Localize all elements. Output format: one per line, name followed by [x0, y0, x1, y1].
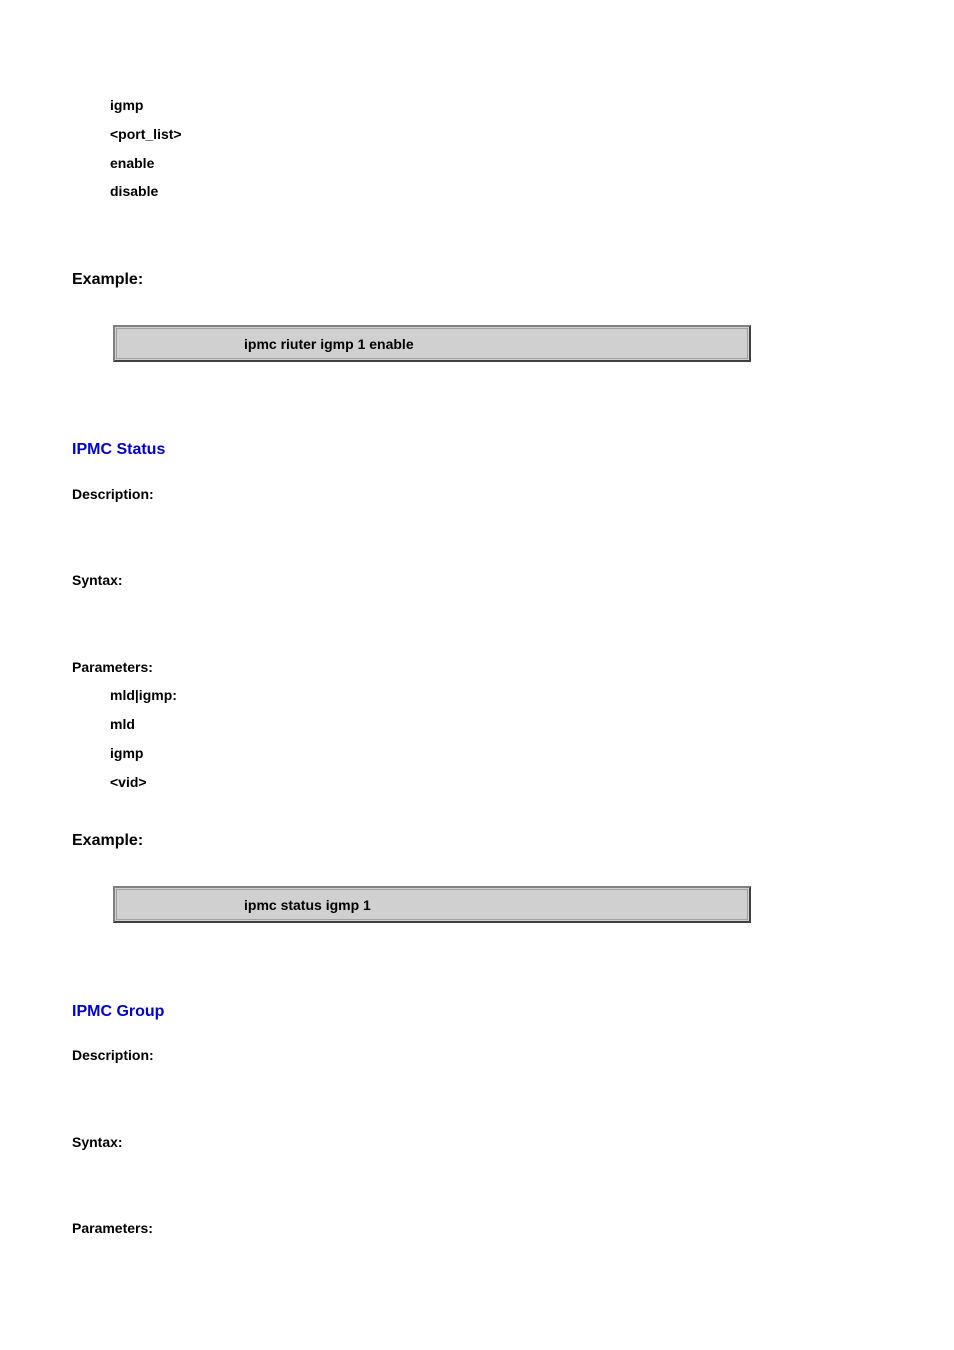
param-igmp: igmp	[110, 745, 144, 761]
description-label: Description:	[72, 486, 154, 502]
param-mld-igmp: mld|igmp:	[110, 687, 177, 703]
section-title-ipmc-group: IPMC Group	[72, 1003, 165, 1020]
param-mld: mld	[110, 716, 135, 732]
example-command-box	[113, 886, 751, 923]
param-enable: enable	[110, 155, 155, 171]
parameters-label: Parameters:	[72, 1220, 153, 1236]
example-label: Example:	[72, 271, 144, 288]
parameters-label: Parameters:	[72, 659, 153, 675]
example-label: Example:	[72, 832, 144, 849]
section-title-ipmc-status: IPMC Status	[72, 441, 166, 458]
param-port-list: <port_list>	[110, 126, 182, 142]
syntax-label: Syntax:	[72, 1134, 123, 1150]
syntax-label: Syntax:	[72, 572, 123, 588]
param-vid: <vid>	[110, 774, 147, 790]
description-label: Description:	[72, 1047, 154, 1063]
param-disable: disable	[110, 183, 159, 199]
example-command: ipmc riuter igmp 1 enable	[244, 336, 414, 352]
example-command-box	[113, 325, 751, 362]
param-igmp: igmp	[110, 97, 144, 113]
example-command: ipmc status igmp 1	[244, 897, 371, 913]
